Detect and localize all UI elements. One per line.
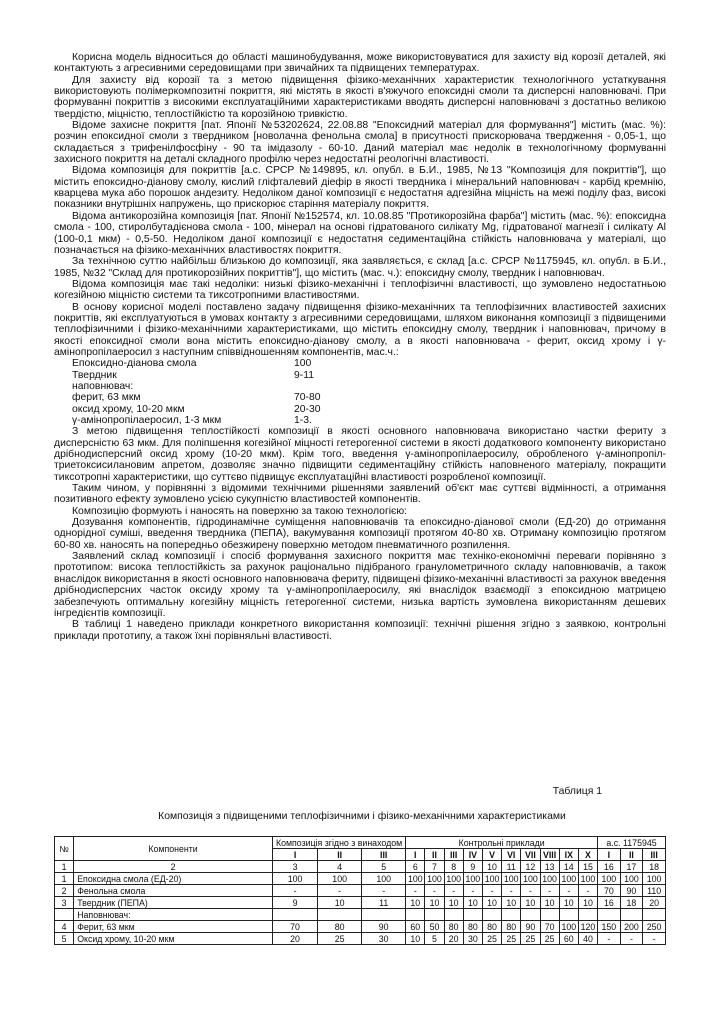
table-cell: 100: [643, 873, 666, 885]
table-cell: 100: [444, 873, 463, 885]
composition-row: [72, 392, 666, 403]
table-cell: 100: [598, 873, 621, 885]
table-row: [55, 897, 666, 909]
header-roman: III: [643, 849, 666, 861]
table-cell: 100: [362, 873, 406, 885]
table-cell: 30: [362, 933, 406, 945]
column-number: 1: [55, 861, 74, 873]
row-number: [55, 909, 74, 921]
table-cell: 25: [318, 933, 362, 945]
table-cell: -: [540, 885, 559, 897]
table-cell: [620, 909, 643, 921]
table-cell: 80: [463, 921, 482, 933]
table-row: [55, 885, 666, 897]
paragraph: Композицію формують і наносять на поверхню за такою технологією:: [72, 505, 408, 517]
table-row: [55, 933, 666, 945]
table-numbering-row: [55, 861, 666, 873]
table-cell: -: [643, 933, 666, 945]
table-cell: -: [620, 933, 643, 945]
paragraph: З метою підвищення теплостійкості композиції в якості основного наповнювача використано частки фериту з дисперсністю 63 мкм. Для поліпшення когезійної міцності гетерогенної системи в якості додаткового компоненту використано дрібнодисперсний оксид хрому (10-20 мкм). Крім того, введення γ-амінопропілаеросилу, обробленого γ-амінопропіл-триетоксисилановим апретом, дозволяє значно підвищити седиментаційну стійкість наповненого матеріалу, покращити тиксотропні характеристики, що суттєво підвищує експлуатаційні властивості розробленої композиції.: [54, 426, 666, 483]
table-title: Композиція з підвищеними теплофізичними і фізико-механічними характеристиками: [158, 811, 566, 822]
header-roman: VII: [521, 849, 540, 861]
paragraph: Відоме захисне покриття [пат. Японії №53202624, 22.08.88 "Епоксидний матеріал для формування"] містить (мас. %): розчин епоксидної смоли з твердником [новолачна фенольна смола] в присутності прискорювача твердження - 0,05-1, що складається з трифенілфосфіну - 90 та імідазолу - 60-10. Даний матеріал має недолік в технологічному формуванні захисного покриття на деталі складного профілю через недостатні реологічні властивості.: [54, 120, 666, 166]
table-cell: [425, 909, 444, 921]
table-cell: [502, 909, 521, 921]
header-roman: X: [578, 849, 597, 861]
paragraph: В основу корисної моделі поставлено задачу підвищення фізико-механічних та теплофізичних властивостей захисних покриттів, які експлуатуються в умовах контакту з агресивними середовищами, шляхом виконання композиції з підвищеними теплофізичними і фізико-механічними характеристиками, що містить епоксидну смолу, твердник і наповнювач, причому в якості епоксидної смоли вона містить епоксидно-діанову смолу, а в якості наповнювача - ферит, оксид хрому і γ-амінопропілаеросил з наступним співвідношенням компонентів, мас.ч.:: [54, 301, 666, 358]
header-roman: II: [318, 849, 362, 861]
table-cell: 10: [406, 897, 425, 909]
table-cell: [598, 909, 621, 921]
table-cell: [463, 909, 482, 921]
table-cell: 100: [463, 873, 482, 885]
paragraph: Відома композиція для покриттів [а.с. СРСР №149895, кл. опубл. в Б.И., 1985, №13 "Композиція для покриттів"], що містить епоксидно-діанову смолу, кислий гліфталевий діефір в якості твердника і мінеральний наповнювач - карбід кремнію, кварцева мука або порошок андезиту. Недоліком даної композиції є недостатня адгезійна міцність на межі поділу фаз, високі показники внутрішніх напружень, що прискорює старіння матеріалу покриття.: [54, 165, 666, 211]
paragraph: Корисна модель відноситься до області машинобудування, може використовуватися для захисту від корозії деталей, які контактують з агресивними середовищами при звичайних та підвищених температурах.: [54, 52, 666, 75]
table-cell: 10: [559, 897, 578, 909]
table-cell: [521, 909, 540, 921]
header-roman: VIII: [540, 849, 559, 861]
table-cell: 10: [578, 897, 597, 909]
table-cell: [272, 909, 317, 921]
table-cell: 90: [620, 885, 643, 897]
component-value: 70-80: [294, 392, 321, 404]
row-component: Оксид хрому, 10-20 мкм: [74, 933, 273, 945]
table-cell: [559, 909, 578, 921]
component-name: γ-амінопропілаеросил, 1-3 мкм: [72, 415, 222, 426]
table-cell: 25: [540, 933, 559, 945]
table-cell: 10: [406, 933, 425, 945]
table-cell: 100: [272, 873, 317, 885]
table-cell: 10: [482, 897, 501, 909]
table-row: [55, 873, 666, 885]
header-roman: II: [425, 849, 444, 861]
component-value: [294, 381, 384, 392]
column-number: 18: [643, 861, 666, 873]
table-cell: -: [444, 885, 463, 897]
table-cell: 70: [598, 885, 621, 897]
column-number: 3: [272, 861, 317, 873]
table-cell: 25: [482, 933, 501, 945]
table-cell: -: [425, 885, 444, 897]
table-cell: -: [521, 885, 540, 897]
table-cell: -: [463, 885, 482, 897]
header-control: Контрольні приклади: [406, 837, 598, 849]
table-cell: 20: [272, 933, 317, 945]
table-cell: 250: [643, 921, 666, 933]
table-cell: 10: [463, 897, 482, 909]
table-cell: 10: [502, 897, 521, 909]
table-cell: 150: [598, 921, 621, 933]
table-cell: [406, 909, 425, 921]
table-row: [55, 909, 666, 921]
table-cell: 80: [444, 921, 463, 933]
component-name: оксид хрому, 10-20 мкм: [72, 403, 185, 415]
table-cell: 5: [425, 933, 444, 945]
table-cell: 100: [620, 873, 643, 885]
table-cell: 18: [620, 897, 643, 909]
header-roman: II: [620, 849, 643, 861]
column-number: 2: [74, 861, 273, 873]
table-cell: 10: [318, 897, 362, 909]
table-cell: 100: [502, 873, 521, 885]
table-row: [55, 921, 666, 933]
table-cell: 90: [362, 921, 406, 933]
header-roman: V: [482, 849, 501, 861]
header-roman: I: [406, 849, 425, 861]
header-roman: I: [272, 849, 317, 861]
paragraph: Відома антикорозійна композиція [пат. Японії №152574, кл. 10.08.85 "Протикорозійна фарба"] містить (мас. %): епоксидна смола - 100, стиролбутадієнова смола - 100, мінерал на основі гідратованого силікату Mg, гідратованої магнезії і силікату Al (100-0,1 мкм) - 0,5-50. Недоліком даної композиції є недостатня седиментаційна стійкість наповнювача у матеріалі, що позначається на фізико-механічних властивостях покриття.: [54, 210, 666, 256]
row-number: 5: [55, 933, 74, 945]
paragraph: Дозування компонентів, гідродинамічне суміщення наповнювачів та епоксидно-діанової смоли (ЕД-20) до отримання однорідної суміші, введення твердника (ПЕПА), вакумування композиції протягом 40-80 хв. Отриману композицію протягом 60-80 хв. наносять на попередньо обезжирену поверхню методом пневматичного розпилення.: [54, 517, 666, 551]
column-number: 6: [406, 861, 425, 873]
table-cell: [643, 909, 666, 921]
table-cell: 80: [502, 921, 521, 933]
column-number: 14: [559, 861, 578, 873]
table-label: Таблиця 1: [552, 786, 602, 797]
column-number: 11: [502, 861, 521, 873]
column-number: 8: [444, 861, 463, 873]
table-cell: 10: [540, 897, 559, 909]
table-cell: 100: [521, 873, 540, 885]
table-cell: 70: [272, 921, 317, 933]
table-cell: -: [482, 885, 501, 897]
column-number: 9: [463, 861, 482, 873]
table-cell: -: [598, 933, 621, 945]
table-cell: [444, 909, 463, 921]
row-number: 4: [55, 921, 74, 933]
table-header-row: [55, 837, 666, 849]
table-cell: 16: [598, 897, 621, 909]
paragraph: Таким чином, у порівнянні з відомими технічними рішеннями заявлений об'єкт має суттєві відмінності, а отримання позитивного ефекту зумовлено усією сукупністю властивостей компонентів.: [54, 483, 666, 506]
table-cell: 100: [425, 873, 444, 885]
row-number: 1: [55, 873, 74, 885]
table-cell: 100: [559, 921, 578, 933]
table-cell: [540, 909, 559, 921]
column-number: 4: [318, 861, 362, 873]
composition-row: [72, 370, 666, 381]
column-number: 16: [598, 861, 621, 873]
table-cell: [362, 909, 406, 921]
table-cell: [318, 909, 362, 921]
row-component: Ферит, 63 мкм: [74, 921, 273, 933]
column-number: 12: [521, 861, 540, 873]
row-component: Твердник (ПЕПА): [74, 897, 273, 909]
row-number: 3: [55, 897, 74, 909]
table-cell: 10: [425, 897, 444, 909]
component-value: 20-30: [294, 403, 321, 415]
table-cell: -: [559, 885, 578, 897]
component-name: Епоксидно-діанова смола: [72, 358, 197, 370]
row-component: Фенольна смола: [74, 885, 273, 897]
component-value: 100: [294, 358, 312, 370]
table-cell: 50: [425, 921, 444, 933]
table-cell: 20: [643, 897, 666, 909]
header-num: №: [55, 837, 74, 861]
table-cell: 80: [318, 921, 362, 933]
paragraph: За технічною суттю найбільш близькою до композиції, яка заявляється, є склад [а.с. СРСР №1175945, кл. опубл. в Б.И., 1985, №32 "Склад для протикорозійних покриттів"], що містить (мас. ч.): епоксидну смолу, твердник і наповнювач.: [54, 256, 666, 279]
column-number: 15: [578, 861, 597, 873]
column-number: 5: [362, 861, 406, 873]
component-name: Твердник: [72, 369, 117, 381]
paragraph: Заявлений склад композиції і спосіб формування захисного покриття має техніко-економічні переваги порівняно з прототипом: висока теплостійкість за рахунок раціонально підібраного гранулометричного складу наповнювачів, а також внаслідок використання в якості основного наповнювача фериту, підвищені фізико-механічні властивості за рахунок введення дрібнодисперсних часток оксиду хрому та γ-амінопропілаеросилу, які внаслідок взаємодії з епоксидною матрицею забезпечують оптимальну когезійну міцність гетерогенної системи, низька вартість зумовлена використанням дешевих інгредієнтів композиції.: [54, 551, 666, 619]
header-roman: III: [444, 849, 463, 861]
table-cell: 100: [578, 873, 597, 885]
table-cell: 90: [521, 921, 540, 933]
table-cell: -: [362, 885, 406, 897]
table-cell: 100: [559, 873, 578, 885]
column-number: 10: [482, 861, 501, 873]
header-components: Компоненти: [74, 837, 273, 861]
header-invention: Композиція згідно з винаходом: [272, 837, 405, 849]
header-as: а.с. 1175945: [598, 837, 666, 849]
table-cell: -: [406, 885, 425, 897]
row-component: Епоксидна смола (ЕД-20): [74, 873, 273, 885]
composition-table: [54, 836, 666, 945]
row-number: 2: [55, 885, 74, 897]
paragraph: Для захисту від корозії та з метою підвищення фізико-механічних характеристик технологічного устаткування використовують полімеркомпозитні покриття, які містять в якості в'яжучого епоксидні смоли та дисперсні наповнювачі. При формуванні покриттів з високими експлуатаційними характеристиками вводять дисперсні наповнювачі з достатньо великою твердістю, міцністю, теплостійкістю та корозійною тривкістю.: [54, 74, 666, 120]
column-number: 17: [620, 861, 643, 873]
header-roman: VI: [502, 849, 521, 861]
table-cell: [578, 909, 597, 921]
table-cell: 120: [578, 921, 597, 933]
composition-row: [72, 381, 666, 392]
column-number: 7: [425, 861, 444, 873]
table-cell: -: [318, 885, 362, 897]
table-cell: 100: [318, 873, 362, 885]
table-cell: 100: [540, 873, 559, 885]
header-roman: IV: [463, 849, 482, 861]
composition-row: [72, 404, 666, 415]
table-cell: 25: [502, 933, 521, 945]
table-cell: 70: [540, 921, 559, 933]
table-cell: 40: [578, 933, 597, 945]
table-cell: 100: [482, 873, 501, 885]
component-name: ферит, 63 мкм: [72, 392, 141, 404]
column-number: 13: [540, 861, 559, 873]
paragraph: В таблиці 1 наведено приклади конкретного використання композиції: технічні рішення згідно з заявкою, контрольні приклади прототипу, а також їхні порівняльні властивості.: [54, 619, 666, 642]
composition-row: [72, 415, 666, 426]
table-cell: 200: [620, 921, 643, 933]
table-cell: -: [502, 885, 521, 897]
component-value: 9-11: [294, 369, 315, 381]
table-cell: 25: [521, 933, 540, 945]
composition-row: [72, 358, 666, 369]
table-cell: 100: [406, 873, 425, 885]
table-cell: 11: [362, 897, 406, 909]
row-component: Наповнювач:: [74, 909, 273, 921]
header-roman: I: [598, 849, 621, 861]
component-value: 1-3.: [294, 415, 312, 426]
table-cell: 20: [444, 933, 463, 945]
document-body: [54, 52, 666, 642]
table-cell: 110: [643, 885, 666, 897]
table-cell: -: [578, 885, 597, 897]
table-cell: [482, 909, 501, 921]
table-cell: 80: [482, 921, 501, 933]
header-roman: III: [362, 849, 406, 861]
component-name: наповнювач:: [72, 380, 134, 392]
composition-list: [72, 358, 666, 426]
table-cell: 10: [521, 897, 540, 909]
header-roman: IX: [559, 849, 578, 861]
paragraph: Відома композиція має такі недоліки: низькі фізико-механічні і теплофізичні властивості, що зумовлено недостатньою когезійною міцністю системи та тиксотропними властивостями.: [54, 278, 666, 302]
table-cell: 30: [463, 933, 482, 945]
table-cell: 10: [444, 897, 463, 909]
table-cell: 60: [559, 933, 578, 945]
table-cell: 9: [272, 897, 317, 909]
table-cell: -: [272, 885, 317, 897]
table-cell: 60: [406, 921, 425, 933]
